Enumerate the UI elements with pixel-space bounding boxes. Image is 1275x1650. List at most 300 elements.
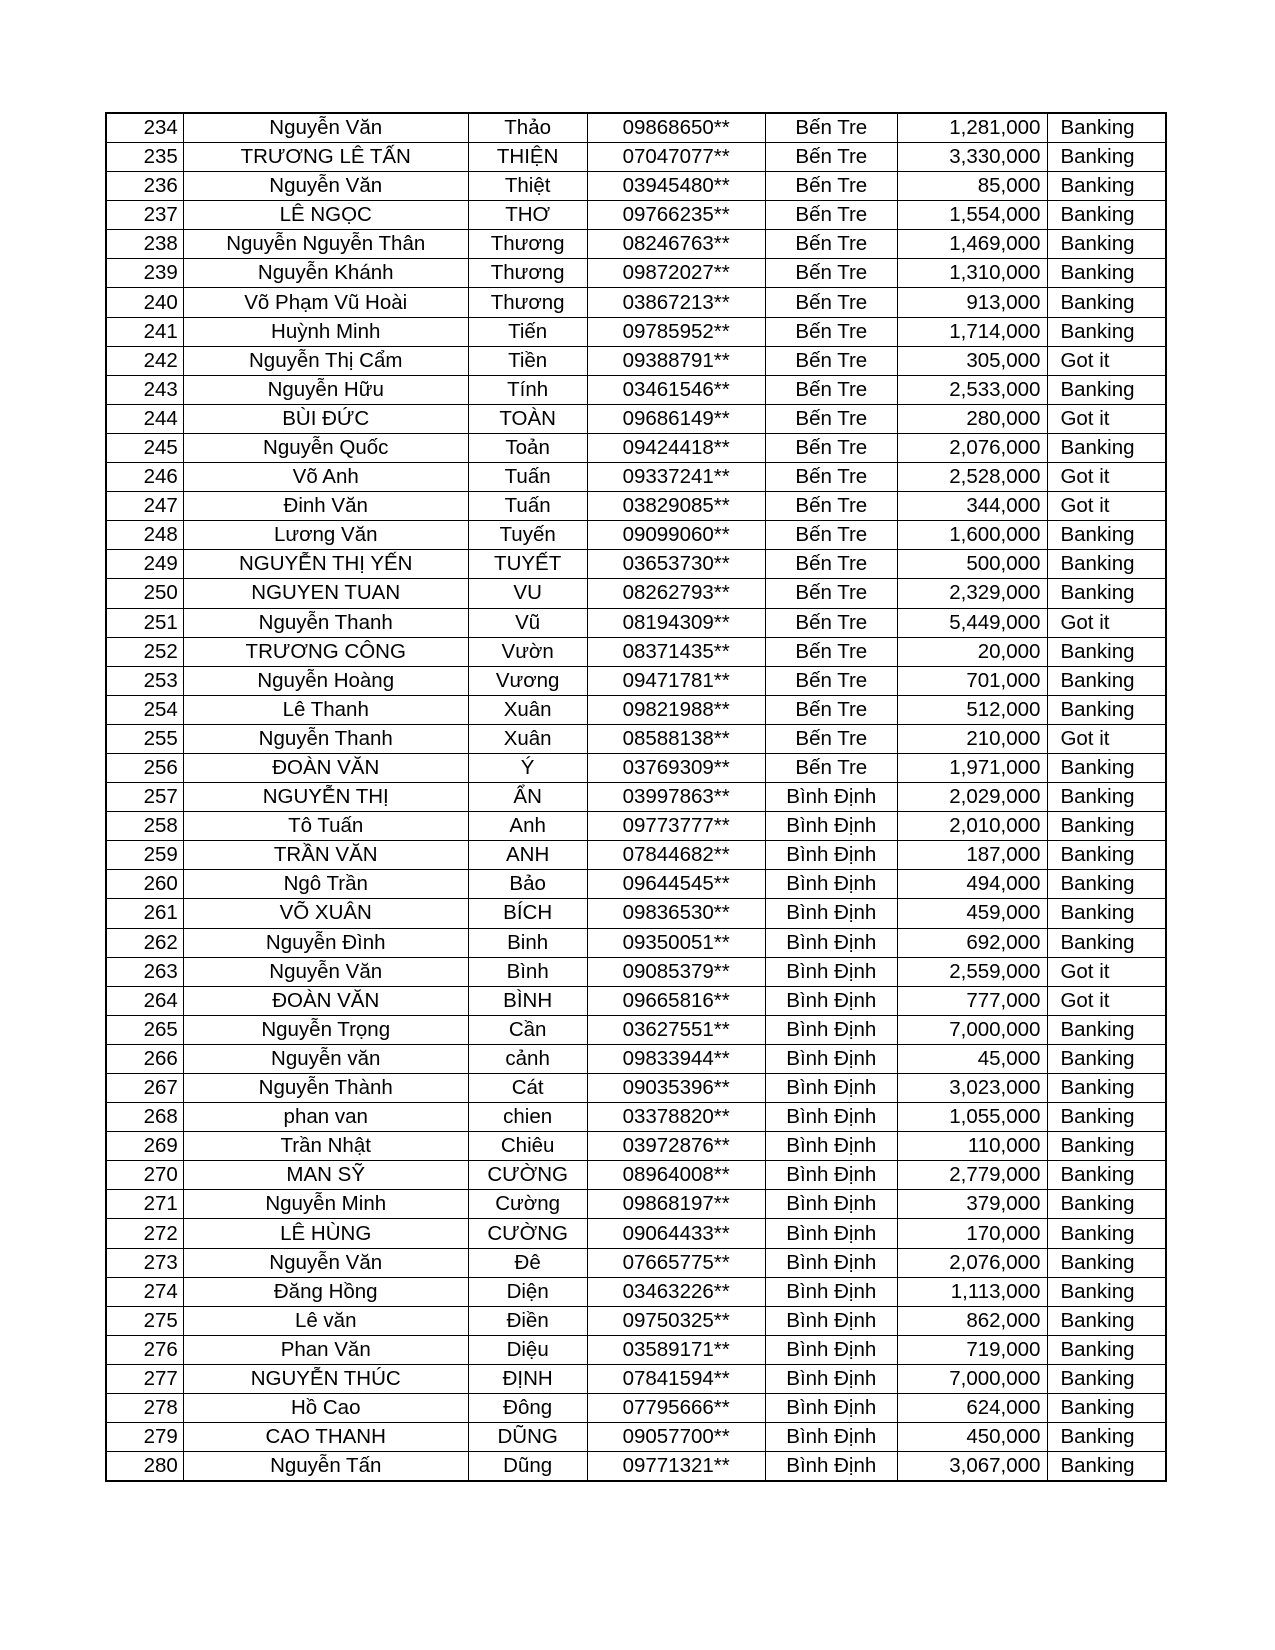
surname-middle-name-cell: Nguyễn Tấn	[183, 1452, 468, 1482]
payment-method-cell: Banking	[1048, 841, 1166, 870]
phone-number-cell: 09665816**	[587, 986, 765, 1015]
table-row	[106, 1364, 1166, 1393]
table-row	[106, 492, 1166, 521]
row-number-cell: 271	[106, 1190, 183, 1219]
row-number-cell: 273	[106, 1248, 183, 1277]
province-cell: Bình Định	[765, 812, 897, 841]
surname-middle-name-cell: Nguyễn Hữu	[183, 375, 468, 404]
phone-number-cell: 08964008**	[587, 1161, 765, 1190]
given-name-cell: Tiền	[468, 346, 587, 375]
given-name-cell: THƠ	[468, 201, 587, 230]
province-cell: Bình Định	[765, 1335, 897, 1364]
payment-method-cell: Banking	[1048, 666, 1166, 695]
payment-method-cell: Banking	[1048, 1335, 1166, 1364]
province-cell: Bến Tre	[765, 230, 897, 259]
amount-cell: 344,000	[897, 492, 1048, 521]
given-name-cell: Xuân	[468, 695, 587, 724]
amount-cell: 20,000	[897, 637, 1048, 666]
row-number-cell: 260	[106, 870, 183, 899]
phone-number-cell: 07665775**	[587, 1248, 765, 1277]
table-row	[106, 812, 1166, 841]
given-name-cell: Xuân	[468, 724, 587, 753]
given-name-cell: chien	[468, 1103, 587, 1132]
surname-middle-name-cell: BÙI ĐỨC	[183, 404, 468, 433]
phone-number-cell: 09337241**	[587, 463, 765, 492]
phone-number-cell: 09785952**	[587, 317, 765, 346]
table-row	[106, 1335, 1166, 1364]
amount-cell: 450,000	[897, 1423, 1048, 1452]
payment-method-cell: Banking	[1048, 1132, 1166, 1161]
surname-middle-name-cell: Tô Tuấn	[183, 812, 468, 841]
surname-middle-name-cell: ĐOÀN VĂN	[183, 986, 468, 1015]
table-body	[106, 113, 1166, 1481]
payment-method-cell: Banking	[1048, 1364, 1166, 1393]
province-cell: Bến Tre	[765, 579, 897, 608]
amount-cell: 512,000	[897, 695, 1048, 724]
payment-method-cell: Banking	[1048, 1248, 1166, 1277]
row-number-cell: 236	[106, 172, 183, 201]
payment-method-cell: Banking	[1048, 1306, 1166, 1335]
surname-middle-name-cell: Nguyễn văn	[183, 1044, 468, 1073]
amount-cell: 2,076,000	[897, 433, 1048, 462]
given-name-cell: Diện	[468, 1277, 587, 1306]
province-cell: Bình Định	[765, 1306, 897, 1335]
province-cell: Bến Tre	[765, 753, 897, 782]
given-name-cell: CƯỜNG	[468, 1161, 587, 1190]
given-name-cell: THIỆN	[468, 143, 587, 172]
given-name-cell: TOÀN	[468, 404, 587, 433]
province-cell: Bến Tre	[765, 259, 897, 288]
amount-cell: 305,000	[897, 346, 1048, 375]
table-row	[106, 201, 1166, 230]
amount-cell: 45,000	[897, 1044, 1048, 1073]
amount-cell: 624,000	[897, 1394, 1048, 1423]
table-row	[106, 579, 1166, 608]
surname-middle-name-cell: Nguyễn Thanh	[183, 724, 468, 753]
payment-method-cell: Banking	[1048, 1423, 1166, 1452]
given-name-cell: Thương	[468, 259, 587, 288]
surname-middle-name-cell: TRƯƠNG LÊ TẤN	[183, 143, 468, 172]
given-name-cell: Tuyến	[468, 521, 587, 550]
given-name-cell: Cần	[468, 1015, 587, 1044]
surname-middle-name-cell: Đăng Hồng	[183, 1277, 468, 1306]
phone-number-cell: 09057700**	[587, 1423, 765, 1452]
amount-cell: 2,559,000	[897, 957, 1048, 986]
surname-middle-name-cell: TRƯƠNG CÔNG	[183, 637, 468, 666]
phone-number-cell: 09771321**	[587, 1452, 765, 1482]
province-cell: Bình Định	[765, 1161, 897, 1190]
phone-number-cell: 03945480**	[587, 172, 765, 201]
province-cell: Bến Tre	[765, 521, 897, 550]
surname-middle-name-cell: Nguyễn Khánh	[183, 259, 468, 288]
phone-number-cell: 09821988**	[587, 695, 765, 724]
table-row	[106, 288, 1166, 317]
payment-method-cell: Banking	[1048, 1219, 1166, 1248]
payment-method-cell: Banking	[1048, 172, 1166, 201]
province-cell: Bến Tre	[765, 172, 897, 201]
province-cell: Bình Định	[765, 783, 897, 812]
payment-method-cell: Banking	[1048, 1074, 1166, 1103]
phone-number-cell: 09773777**	[587, 812, 765, 841]
phone-number-cell: 07795666**	[587, 1394, 765, 1423]
amount-cell: 692,000	[897, 928, 1048, 957]
surname-middle-name-cell: Nguyễn Đình	[183, 928, 468, 957]
surname-middle-name-cell: Huỳnh Minh	[183, 317, 468, 346]
amount-cell: 494,000	[897, 870, 1048, 899]
payment-method-cell: Banking	[1048, 928, 1166, 957]
province-cell: Bến Tre	[765, 550, 897, 579]
surname-middle-name-cell: Phan Văn	[183, 1335, 468, 1364]
province-cell: Bình Định	[765, 899, 897, 928]
table-row	[106, 899, 1166, 928]
amount-cell: 1,310,000	[897, 259, 1048, 288]
phone-number-cell: 09836530**	[587, 899, 765, 928]
amount-cell: 701,000	[897, 666, 1048, 695]
given-name-cell: Tuấn	[468, 463, 587, 492]
province-cell: Bình Định	[765, 957, 897, 986]
row-number-cell: 269	[106, 1132, 183, 1161]
row-number-cell: 279	[106, 1423, 183, 1452]
table-row	[106, 1219, 1166, 1248]
surname-middle-name-cell: Nguyễn Thị Cẩm	[183, 346, 468, 375]
payment-method-cell: Banking	[1048, 113, 1166, 143]
given-name-cell: ANH	[468, 841, 587, 870]
payment-method-cell: Banking	[1048, 579, 1166, 608]
payment-method-cell: Banking	[1048, 230, 1166, 259]
amount-cell: 2,010,000	[897, 812, 1048, 841]
payment-method-cell: Banking	[1048, 870, 1166, 899]
amount-cell: 862,000	[897, 1306, 1048, 1335]
given-name-cell: Bảo	[468, 870, 587, 899]
row-number-cell: 275	[106, 1306, 183, 1335]
amount-cell: 2,533,000	[897, 375, 1048, 404]
table-row	[106, 724, 1166, 753]
table-row	[106, 1277, 1166, 1306]
row-number-cell: 268	[106, 1103, 183, 1132]
given-name-cell: Vương	[468, 666, 587, 695]
table-row	[106, 841, 1166, 870]
phone-number-cell: 09868650**	[587, 113, 765, 143]
amount-cell: 777,000	[897, 986, 1048, 1015]
payment-method-cell: Banking	[1048, 259, 1166, 288]
surname-middle-name-cell: LÊ NGỌC	[183, 201, 468, 230]
amount-cell: 2,076,000	[897, 1248, 1048, 1277]
surname-middle-name-cell: phan van	[183, 1103, 468, 1132]
row-number-cell: 237	[106, 201, 183, 230]
payment-method-cell: Banking	[1048, 201, 1166, 230]
given-name-cell: BÌNH	[468, 986, 587, 1015]
row-number-cell: 274	[106, 1277, 183, 1306]
given-name-cell: ẨN	[468, 783, 587, 812]
amount-cell: 187,000	[897, 841, 1048, 870]
row-number-cell: 258	[106, 812, 183, 841]
row-number-cell: 278	[106, 1394, 183, 1423]
row-number-cell: 250	[106, 579, 183, 608]
given-name-cell: DŨNG	[468, 1423, 587, 1452]
table-row	[106, 143, 1166, 172]
payment-method-cell: Banking	[1048, 812, 1166, 841]
row-number-cell: 234	[106, 113, 183, 143]
payment-method-cell: Banking	[1048, 143, 1166, 172]
payment-method-cell: Banking	[1048, 550, 1166, 579]
table-row	[106, 957, 1166, 986]
province-cell: Bến Tre	[765, 317, 897, 346]
given-name-cell: Đê	[468, 1248, 587, 1277]
surname-middle-name-cell: Nguyễn Minh	[183, 1190, 468, 1219]
province-cell: Bến Tre	[765, 608, 897, 637]
amount-cell: 500,000	[897, 550, 1048, 579]
table-row	[106, 404, 1166, 433]
table-row	[106, 928, 1166, 957]
table-row	[106, 1190, 1166, 1219]
given-name-cell: Thương	[468, 230, 587, 259]
payment-method-cell: Banking	[1048, 899, 1166, 928]
table-row	[106, 1103, 1166, 1132]
payment-method-cell: Banking	[1048, 1277, 1166, 1306]
surname-middle-name-cell: Nguyễn Trọng	[183, 1015, 468, 1044]
phone-number-cell: 09750325**	[587, 1306, 765, 1335]
row-number-cell: 259	[106, 841, 183, 870]
payment-method-cell: Banking	[1048, 1394, 1166, 1423]
phone-number-cell: 09766235**	[587, 201, 765, 230]
payment-method-cell: Got it	[1048, 957, 1166, 986]
table-row	[106, 1074, 1166, 1103]
table-row	[106, 521, 1166, 550]
amount-cell: 2,779,000	[897, 1161, 1048, 1190]
table-row	[106, 550, 1166, 579]
province-cell: Bến Tre	[765, 724, 897, 753]
phone-number-cell: 03829085**	[587, 492, 765, 521]
given-name-cell: Chiêu	[468, 1132, 587, 1161]
phone-number-cell: 09064433**	[587, 1219, 765, 1248]
phone-number-cell: 03627551**	[587, 1015, 765, 1044]
province-cell: Bến Tre	[765, 375, 897, 404]
amount-cell: 719,000	[897, 1335, 1048, 1364]
given-name-cell: Điền	[468, 1306, 587, 1335]
given-name-cell: Đông	[468, 1394, 587, 1423]
payment-method-cell: Got it	[1048, 463, 1166, 492]
given-name-cell: Thiệt	[468, 172, 587, 201]
phone-number-cell: 09085379**	[587, 957, 765, 986]
amount-cell: 1,281,000	[897, 113, 1048, 143]
table-row	[106, 113, 1166, 143]
row-number-cell: 239	[106, 259, 183, 288]
amount-cell: 210,000	[897, 724, 1048, 753]
amount-cell: 1,714,000	[897, 317, 1048, 346]
given-name-cell: Dũng	[468, 1452, 587, 1482]
row-number-cell: 242	[106, 346, 183, 375]
surname-middle-name-cell: Nguyễn Quốc	[183, 433, 468, 462]
payment-method-cell: Banking	[1048, 1190, 1166, 1219]
row-number-cell: 263	[106, 957, 183, 986]
row-number-cell: 252	[106, 637, 183, 666]
province-cell: Bến Tre	[765, 492, 897, 521]
given-name-cell: Thương	[468, 288, 587, 317]
amount-cell: 379,000	[897, 1190, 1048, 1219]
surname-middle-name-cell: Nguyễn Thanh	[183, 608, 468, 637]
row-number-cell: 266	[106, 1044, 183, 1073]
amount-cell: 1,600,000	[897, 521, 1048, 550]
payment-method-cell: Banking	[1048, 1044, 1166, 1073]
surname-middle-name-cell: NGUYỄN THỊ	[183, 783, 468, 812]
table-row	[106, 1306, 1166, 1335]
phone-number-cell: 08371435**	[587, 637, 765, 666]
amount-cell: 170,000	[897, 1219, 1048, 1248]
row-number-cell: 256	[106, 753, 183, 782]
table-row	[106, 375, 1166, 404]
payment-method-cell: Got it	[1048, 724, 1166, 753]
row-number-cell: 251	[106, 608, 183, 637]
surname-middle-name-cell: Trần Nhật	[183, 1132, 468, 1161]
row-number-cell: 280	[106, 1452, 183, 1482]
phone-number-cell: 08588138**	[587, 724, 765, 753]
payment-method-cell: Banking	[1048, 753, 1166, 782]
province-cell: Bến Tre	[765, 666, 897, 695]
table-row	[106, 1452, 1166, 1482]
table-row	[106, 1132, 1166, 1161]
phone-number-cell: 03463226**	[587, 1277, 765, 1306]
phone-number-cell: 09471781**	[587, 666, 765, 695]
amount-cell: 2,029,000	[897, 783, 1048, 812]
province-cell: Bình Định	[765, 1452, 897, 1482]
surname-middle-name-cell: MAN SỸ	[183, 1161, 468, 1190]
phone-number-cell: 03997863**	[587, 783, 765, 812]
province-cell: Bình Định	[765, 928, 897, 957]
payment-method-cell: Banking	[1048, 1161, 1166, 1190]
given-name-cell: Tính	[468, 375, 587, 404]
surname-middle-name-cell: Đinh Văn	[183, 492, 468, 521]
province-cell: Bình Định	[765, 1364, 897, 1393]
province-cell: Bình Định	[765, 1132, 897, 1161]
row-number-cell: 244	[106, 404, 183, 433]
row-number-cell: 277	[106, 1364, 183, 1393]
table-row	[106, 463, 1166, 492]
row-number-cell: 249	[106, 550, 183, 579]
table-row	[106, 1015, 1166, 1044]
surname-middle-name-cell: Nguyễn Hoàng	[183, 666, 468, 695]
winners-table	[105, 112, 1167, 1482]
phone-number-cell: 09644545**	[587, 870, 765, 899]
table-row	[106, 753, 1166, 782]
phone-number-cell: 03769309**	[587, 753, 765, 782]
table-row	[106, 433, 1166, 462]
surname-middle-name-cell: ĐOÀN VĂN	[183, 753, 468, 782]
row-number-cell: 235	[106, 143, 183, 172]
province-cell: Bến Tre	[765, 404, 897, 433]
phone-number-cell: 08194309**	[587, 608, 765, 637]
phone-number-cell: 03461546**	[587, 375, 765, 404]
row-number-cell: 255	[106, 724, 183, 753]
surname-middle-name-cell: Nguyễn Nguyễn Thân	[183, 230, 468, 259]
given-name-cell: Tiến	[468, 317, 587, 346]
amount-cell: 3,330,000	[897, 143, 1048, 172]
row-number-cell: 241	[106, 317, 183, 346]
province-cell: Bến Tre	[765, 113, 897, 143]
given-name-cell: Vườn	[468, 637, 587, 666]
province-cell: Bình Định	[765, 986, 897, 1015]
payment-method-cell: Got it	[1048, 404, 1166, 433]
amount-cell: 7,000,000	[897, 1015, 1048, 1044]
table-row	[106, 986, 1166, 1015]
phone-number-cell: 08262793**	[587, 579, 765, 608]
amount-cell: 280,000	[897, 404, 1048, 433]
amount-cell: 110,000	[897, 1132, 1048, 1161]
surname-middle-name-cell: Ngô Trần	[183, 870, 468, 899]
row-number-cell: 267	[106, 1074, 183, 1103]
phone-number-cell: 09686149**	[587, 404, 765, 433]
amount-cell: 913,000	[897, 288, 1048, 317]
row-number-cell: 247	[106, 492, 183, 521]
given-name-cell: VU	[468, 579, 587, 608]
payment-method-cell: Banking	[1048, 433, 1166, 462]
given-name-cell: Bình	[468, 957, 587, 986]
given-name-cell: CƯỜNG	[468, 1219, 587, 1248]
row-number-cell: 246	[106, 463, 183, 492]
given-name-cell: Diệu	[468, 1335, 587, 1364]
amount-cell: 2,528,000	[897, 463, 1048, 492]
given-name-cell: TUYẾT	[468, 550, 587, 579]
row-number-cell: 248	[106, 521, 183, 550]
given-name-cell: Vũ	[468, 608, 587, 637]
payment-method-cell: Got it	[1048, 346, 1166, 375]
payment-method-cell: Banking	[1048, 695, 1166, 724]
table-row	[106, 1044, 1166, 1073]
province-cell: Bình Định	[765, 1074, 897, 1103]
amount-cell: 3,023,000	[897, 1074, 1048, 1103]
province-cell: Bình Định	[765, 1190, 897, 1219]
phone-number-cell: 07047077**	[587, 143, 765, 172]
payment-method-cell: Banking	[1048, 637, 1166, 666]
given-name-cell: Ý	[468, 753, 587, 782]
amount-cell: 1,971,000	[897, 753, 1048, 782]
given-name-cell: Thảo	[468, 113, 587, 143]
province-cell: Bình Định	[765, 1248, 897, 1277]
phone-number-cell: 09424418**	[587, 433, 765, 462]
surname-middle-name-cell: NGUYỄN THỊ YẾN	[183, 550, 468, 579]
surname-middle-name-cell: Võ Phạm Vũ Hoài	[183, 288, 468, 317]
phone-number-cell: 07844682**	[587, 841, 765, 870]
amount-cell: 2,329,000	[897, 579, 1048, 608]
row-number-cell: 264	[106, 986, 183, 1015]
surname-middle-name-cell: Nguyễn Văn	[183, 172, 468, 201]
row-number-cell: 240	[106, 288, 183, 317]
phone-number-cell: 07841594**	[587, 1364, 765, 1393]
table-row	[106, 317, 1166, 346]
phone-number-cell: 09388791**	[587, 346, 765, 375]
province-cell: Bình Định	[765, 841, 897, 870]
payment-method-cell: Got it	[1048, 986, 1166, 1015]
row-number-cell: 254	[106, 695, 183, 724]
amount-cell: 1,055,000	[897, 1103, 1048, 1132]
payment-method-cell: Banking	[1048, 288, 1166, 317]
payment-method-cell: Banking	[1048, 1103, 1166, 1132]
province-cell: Bến Tre	[765, 143, 897, 172]
province-cell: Bến Tre	[765, 695, 897, 724]
province-cell: Bình Định	[765, 1394, 897, 1423]
amount-cell: 85,000	[897, 172, 1048, 201]
table-row	[106, 1248, 1166, 1277]
province-cell: Bến Tre	[765, 288, 897, 317]
table-row	[106, 695, 1166, 724]
surname-middle-name-cell: Lê Thanh	[183, 695, 468, 724]
row-number-cell: 272	[106, 1219, 183, 1248]
payment-method-cell: Banking	[1048, 317, 1166, 346]
province-cell: Bến Tre	[765, 463, 897, 492]
row-number-cell: 238	[106, 230, 183, 259]
row-number-cell: 276	[106, 1335, 183, 1364]
surname-middle-name-cell: VÕ XUÂN	[183, 899, 468, 928]
phone-number-cell: 03378820**	[587, 1103, 765, 1132]
